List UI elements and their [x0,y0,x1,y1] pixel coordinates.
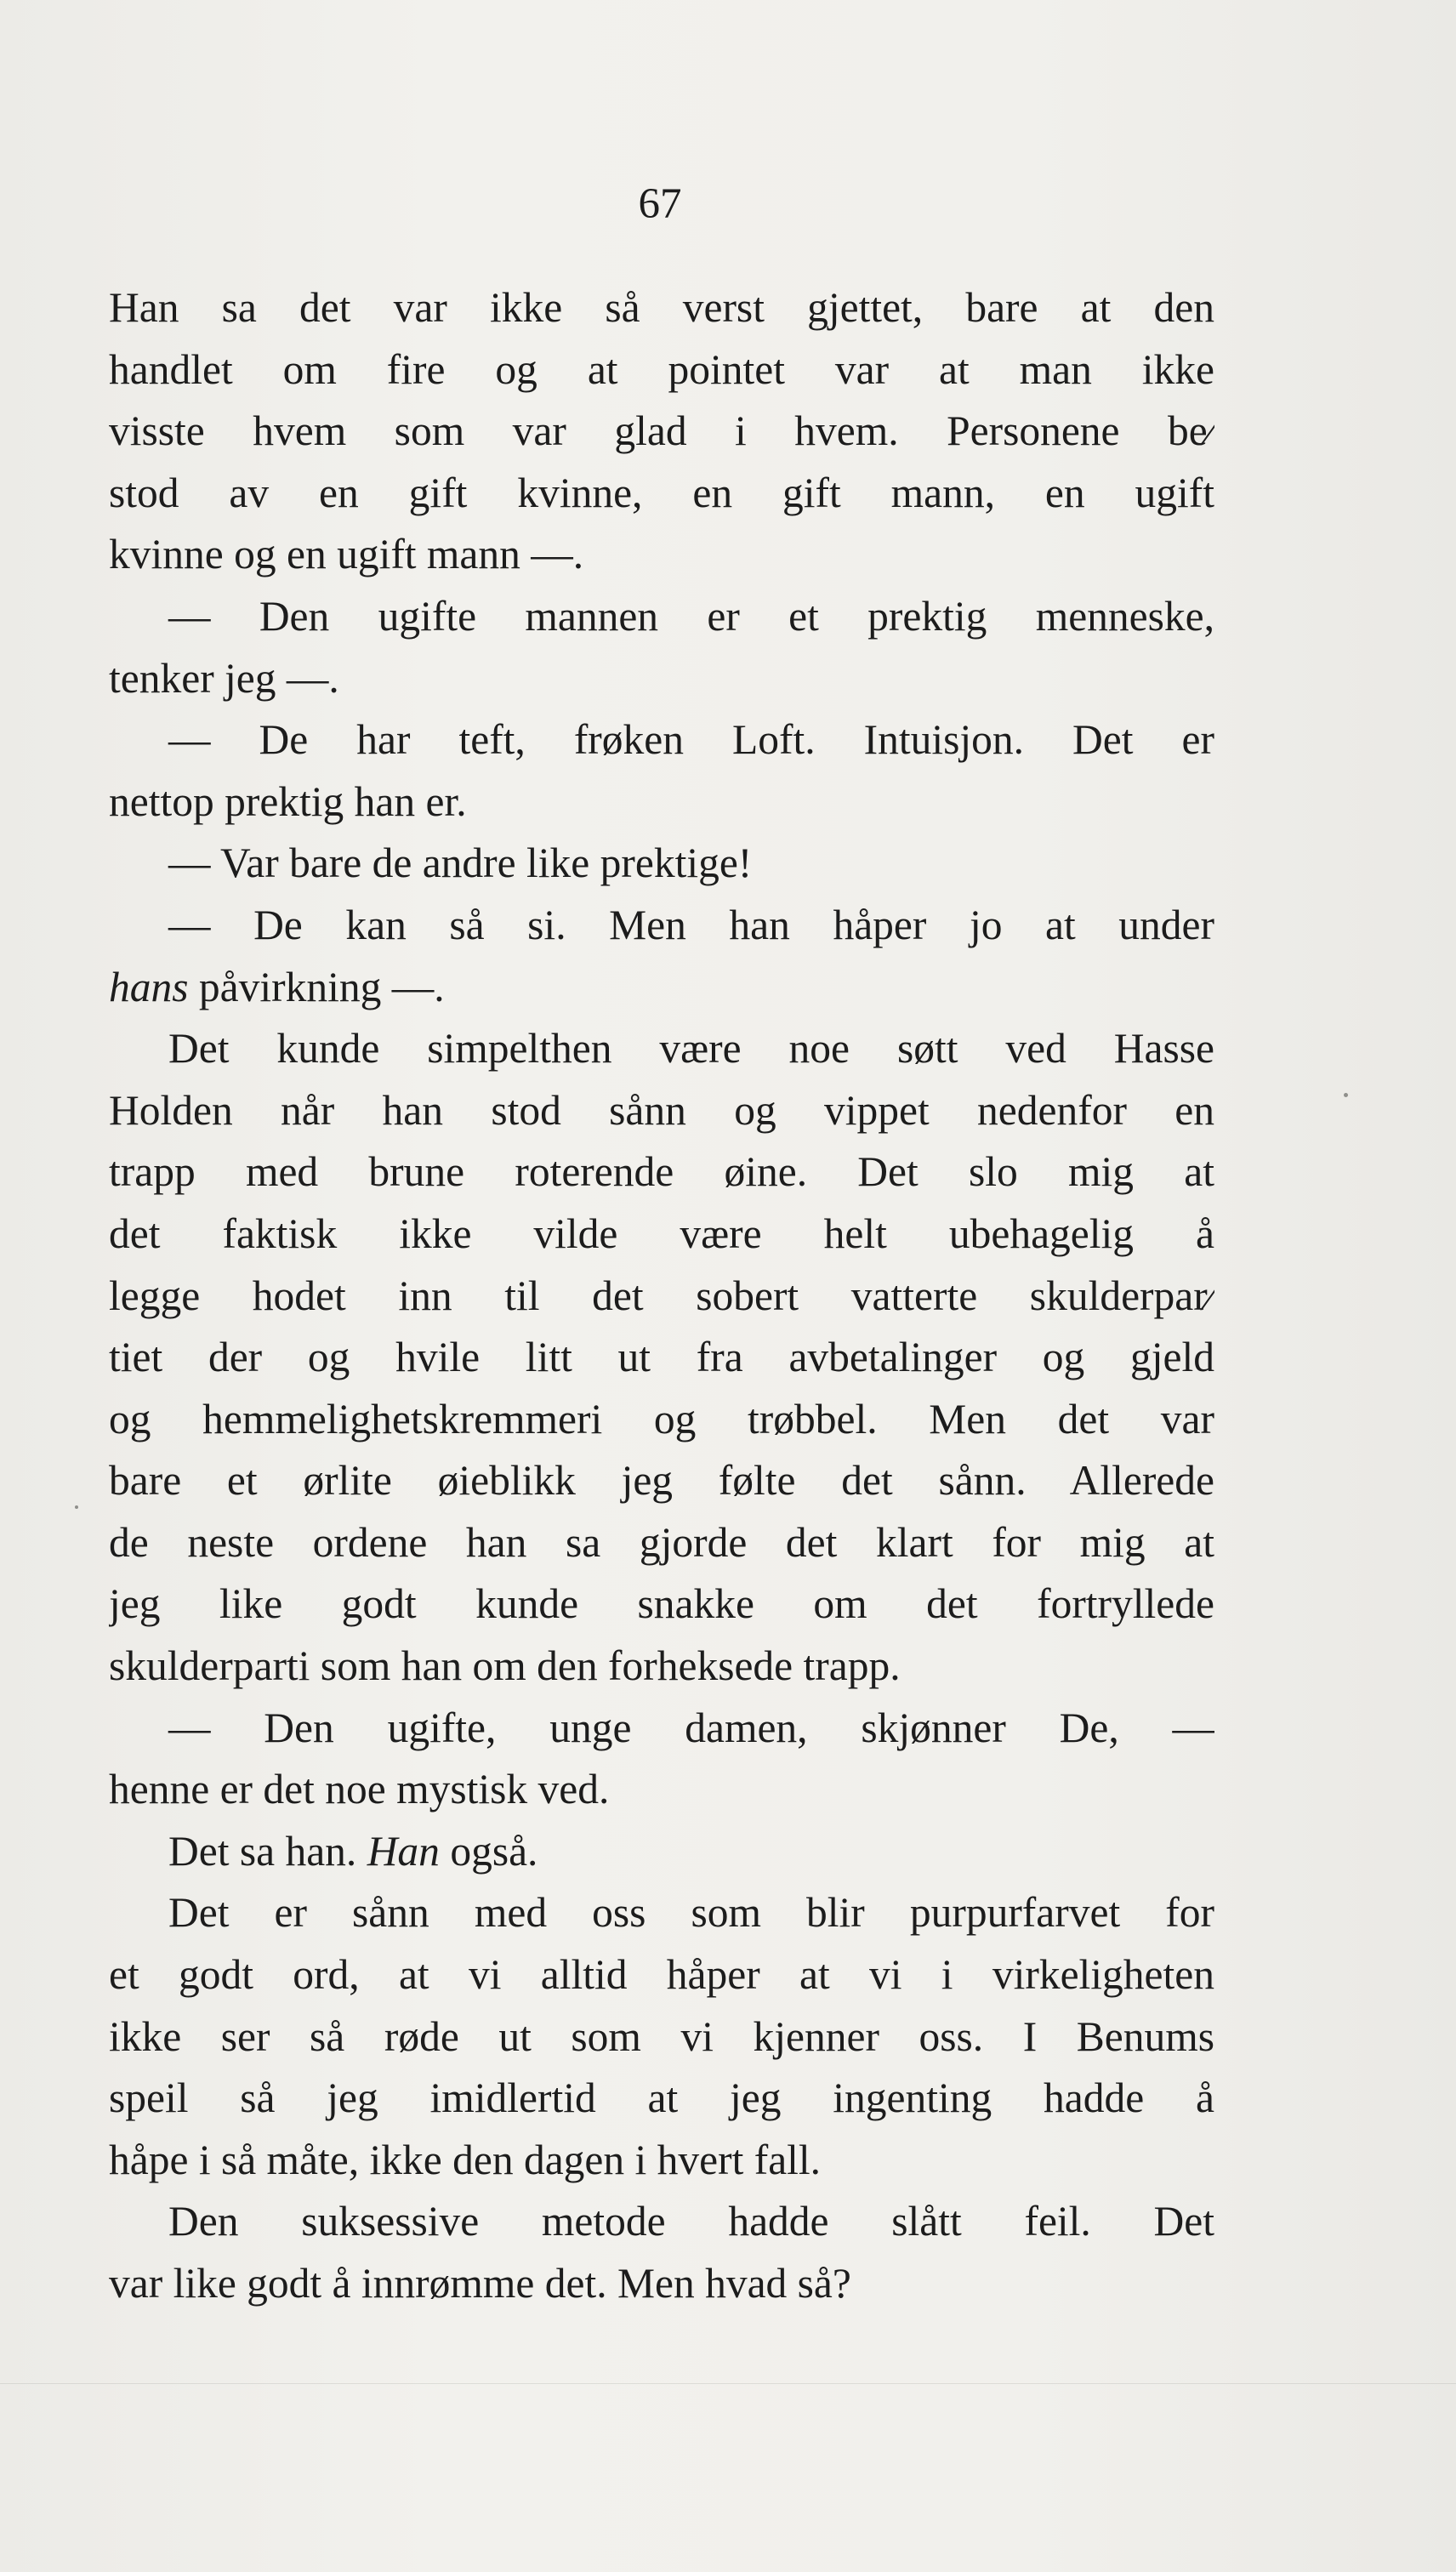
text-line [109,1636,1214,1698]
line-text: Holden når han stod sånn og vippet nedenfor en [109,1086,1214,1134]
emphasis: hans [109,963,189,1010]
line-text: bare et ørlite øieblikk jeg følte det sånn. Allerede [109,1457,1214,1505]
line-text: et godt ord, at vi alltid håper at vi i virkeligheten [109,1951,1214,1999]
text-line [109,586,1214,648]
text-line [109,1573,1214,1636]
text-line [109,709,1214,771]
line-text: jeg like godt kunde snakke om det fortryllede [109,1580,1214,1628]
line-text: også. [439,1827,538,1875]
line-text: de neste ordene han sa gjorde det klart for mig at [109,1518,1214,1566]
line-text: — Den ugifte, unge damen, skjønner De, — [168,1704,1214,1751]
text-line [109,1882,1214,1944]
line-text: speil så jeg imidlertid at jeg ingenting hadde å [109,2074,1214,2122]
line-text: tenker jeg —. [109,654,339,702]
line-text: — Var bare de andre like prektige! [168,839,753,887]
text-line [109,1759,1214,1821]
text-line [109,1821,1214,1883]
text-line [109,339,1214,401]
line-text: var like godt å innrømme det. Men hvad så? [109,2260,851,2307]
text-line [109,1203,1214,1266]
text-line [109,2006,1214,2068]
line-text: — De har teft, frøken Loft. Intuisjon. Det er [168,716,1214,764]
line-text: trapp med brune roterende øine. Det slo mig at [109,1148,1214,1196]
page-number: 67 [638,180,682,228]
emphasis: Han [367,1827,440,1875]
text-line [109,771,1214,834]
text-line [109,1080,1214,1142]
line-text: — Den ugifte mannen er et prektig menneske, [168,592,1214,640]
text-line [109,463,1214,525]
body-text [109,277,1214,2315]
text-line [109,1944,1214,2006]
line-text: kvinne og en ugift mann —. [109,531,584,578]
text-line [109,648,1214,710]
line-text: håpe i så måte, ikke den dagen i hvert fall. [109,2136,822,2183]
line-text: — De kan så si. Men han håper jo at under [168,901,1214,948]
line-text: Det er sånn med oss som blir purpurfarvet for [168,1889,1214,1937]
text-line [109,524,1214,586]
paper-speck [75,1505,78,1509]
text-line [109,957,1214,1019]
text-line [109,1698,1214,1760]
text-line [109,2130,1214,2192]
text-line [109,1141,1214,1203]
line-text: skulderparti som han om den forheksede trapp. [109,1642,901,1690]
text-line [109,401,1214,463]
paper-speck [1344,1093,1348,1097]
text-line [109,1389,1214,1451]
line-text: påvirkning —. [188,963,445,1010]
line-text: henne er det noe mystisk ved. [109,1766,610,1813]
text-line [109,833,1214,895]
line-text: legge hodet inn til det sobert vatterte skulderpar⁄ [109,1272,1214,1319]
line-text: tiet der og hvile litt ut fra avbetalinger og gjeld [109,1334,1214,1381]
text-line [109,1327,1214,1389]
text-line [109,2253,1214,2315]
paper-crease [0,2383,1456,2384]
line-text: Det kunde simpelthen være noe søtt ved Hasse [168,1025,1214,1073]
text-line [109,277,1214,339]
line-text: nettop prektig han er. [109,777,467,825]
text-line [109,2068,1214,2130]
text-line [109,1512,1214,1574]
line-text: stod av en gift kvinne, en gift mann, en ugift [109,469,1214,516]
text-line [109,895,1214,957]
text-line [109,1018,1214,1080]
line-text: Han sa det var ikke så verst gjettet, bare at den [109,284,1214,331]
line-text: Den suksessive metode hadde slått feil. Det [168,2198,1214,2245]
line-text: visste hvem som var glad i hvem. Personene be⁄ [109,407,1214,455]
line-text: Det sa han. [168,1827,367,1875]
text-line [109,1266,1214,1328]
line-text: handlet om fire og at pointet var at man ikke [109,345,1214,393]
line-text: og hemmelighetskremmeri og trøbbel. Men det var [109,1395,1214,1442]
line-text: ikke ser så røde ut som vi kjenner oss. I Benums [109,2012,1214,2060]
text-line [109,2191,1214,2253]
text-line [109,1450,1214,1512]
line-text: det faktisk ikke vilde være helt ubehagelig å [109,1209,1214,1257]
